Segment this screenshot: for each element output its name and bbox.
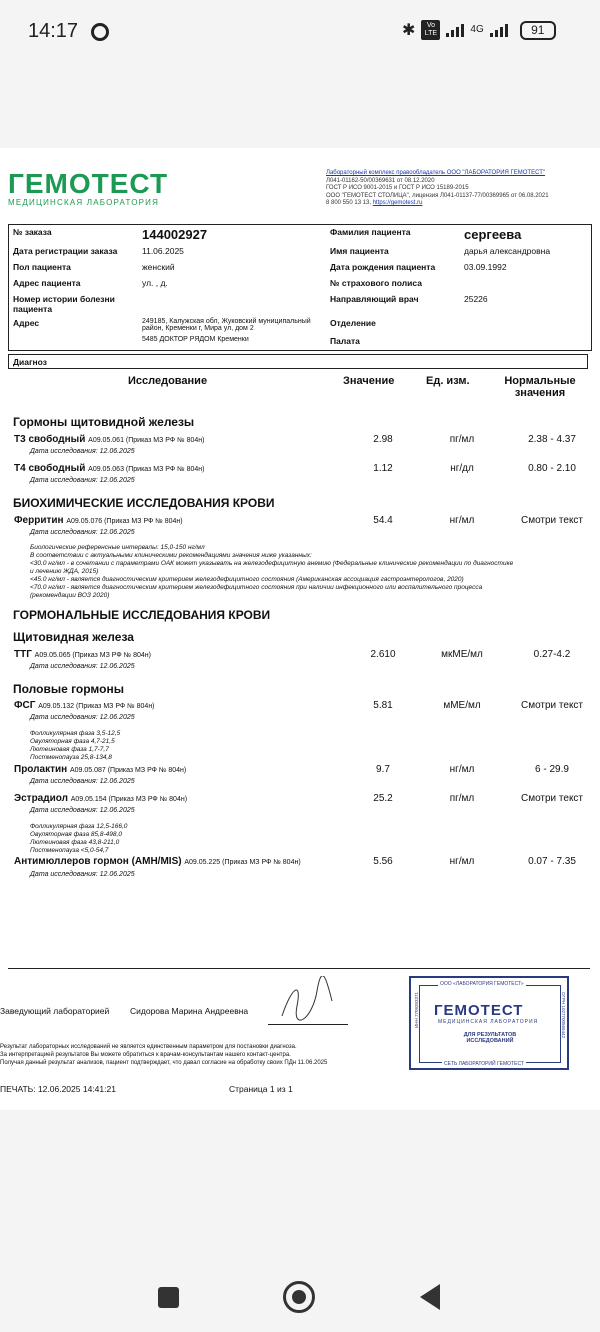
page-number: Страница 1 из 1 xyxy=(229,1084,293,1094)
result-row-ferritin: Ферритин A09.05.076 (Приказ МЗ РФ № 804н) 54.4 нг/мл Смотри текст xyxy=(14,515,584,526)
test-date: Дата исследования: 12.06.2025 xyxy=(30,778,135,785)
status-icons xyxy=(402,20,556,40)
recent-apps-button[interactable] xyxy=(158,1287,179,1308)
result-row-estradiol: Эстрадиол A09.05.154 (Приказ МЗ РФ № 804н) 25.2 пг/мл Смотри текст xyxy=(14,793,584,804)
result-row-t3: Т3 свободный A09.05.061 (Приказ МЗ РФ № 804н) 2.98 пг/мл 2.38 - 4.37 xyxy=(14,434,576,445)
section-sex-hormones: Половые гормоны xyxy=(13,682,124,696)
website-link[interactable]: https://gemotest.ru xyxy=(372,200,423,206)
result-row-amh: Антимюллеров гормон (АМН/MIS) A09.05.225 (Приказ МЗ РФ № 804н) 5.56 нг/мл 0.07 - 7.35 xyxy=(14,856,576,867)
section-thyroid: Гормоны щитовидной железы xyxy=(13,415,195,429)
col-test: Исследование xyxy=(128,375,208,387)
back-button[interactable] xyxy=(420,1284,440,1310)
battery-icon: 91 xyxy=(520,21,556,40)
footer-divider xyxy=(8,968,590,969)
result-row-prolactin: Пролактин A09.05.087 (Приказ МЗ РФ № 804н) 9.7 нг/мл 6 - 29.9 xyxy=(14,764,569,775)
test-date: Дата исследования: 12.06.2025 xyxy=(30,663,135,670)
estradiol-note: Фолликулярная фаза 12,5-166,0 Овуляторная фаза 85,8-498,0 Лютеиновая фаза 43,8-211,0 Постменопауза <5,0-54,7 xyxy=(30,823,128,854)
notification-dot-icon xyxy=(91,23,109,41)
lab-report xyxy=(0,148,600,1110)
section-thyroid-gland: Щитовидная железа xyxy=(13,630,134,644)
test-date: Дата исследования: 12.06.2025 xyxy=(30,529,135,536)
network-type: 4G xyxy=(470,24,484,35)
navigation-bar xyxy=(0,1262,600,1332)
signal-icon-2 xyxy=(490,23,508,37)
result-row-tsh: ТТГ A09.05.065 (Приказ МЗ РФ № 804н) 2.610 мкМЕ/мл 0.27-4.2 xyxy=(14,649,571,660)
patient-name: дарья александровна xyxy=(464,246,551,256)
test-date: Дата исследования: 12.06.2025 xyxy=(30,871,135,878)
ferritin-note: Биологические референсные интервалы: 15,0-150 нг/мл В соответствии с актуальными клиническими рекомендациями значения ниже указанных: <30.0 нг/мл - в сочетании с параметрами ОАК может указывать на железодефицитную анемию (Федеральные клинические рекомендации по диагностике и лечению ЖДА, 2015) <45.0 нг/мл - является диагностическим критерием железодефицитного состояния (Американская ассоциация гастроэнтерологов, 2020) <70.0 нг/мл - является диагностическим критерием железодефицитного состояния при наличии инфекционного или воспалительного процесса (рекомендации ВОЗ 2020) xyxy=(30,544,514,599)
signal-icon xyxy=(446,23,464,37)
clock: 14:17 xyxy=(28,20,79,42)
test-date: Дата исследования: 12.06.2025 xyxy=(30,477,135,484)
col-unit: Ед. изм. xyxy=(426,375,470,387)
print-time: ПЕЧАТЬ: 12.06.2025 14:41:21 xyxy=(0,1084,116,1094)
test-date: Дата исследования: 12.06.2025 xyxy=(30,807,135,814)
col-value: Значение xyxy=(343,375,395,387)
status-bar xyxy=(0,0,600,64)
section-biochem: БИОХИМИЧЕСКИЕ ИССЛЕДОВАНИЯ КРОВИ xyxy=(13,496,275,510)
gemotest-logo: ГЕМОТЕСТ МЕДИЦИНСКАЯ ЛАБОРАТОРИЯ xyxy=(8,168,169,207)
bluetooth-icon: ✱ xyxy=(402,22,416,39)
test-date: Дата исследования: 12.06.2025 xyxy=(30,448,135,455)
col-norm: Нормальные значения xyxy=(504,375,576,399)
disclaimer: Результат лабораторных исследований не является единственным параметром для постановки диагноза. За интерпретацией результатов Вы можете обратиться к врачам-консультантам нашего контакт-центра. Получая данный результат анализов, пациент подтверждает, что давал согласие на обработку своих ПДн 11.06.2025 xyxy=(0,1044,328,1066)
test-date: Дата исследования: 12.06.2025 xyxy=(30,714,135,721)
head-of-lab-name: Сидорова Марина Андреевна xyxy=(130,1006,249,1016)
order-number: 144002927 xyxy=(142,227,208,242)
license-info: Лабораторный комплекс правообладатель ООО "ЛАБОРАТОРИЯ ГЕМОТЕСТ" Л041-01162-50/00369631 от 08.12.2020 ГОСТ Р ИСО 9001-2015 и ГОСТ Р ИСО 15189-2015 ООО "ГЕМОТЕСТ СТОЛИЦА", лицензия Л041-01137-77/00369965 от 06.08.2021 8 800 550 13 13, https://gemotest.ru xyxy=(326,170,549,206)
patient-info-table: № заказа 144002927 Фамилия пациента сергеева Дата регистрации заказа 11.06.2025 Имя пациента дарья александровна Пол пациента женский Дата рождения пациента 03.09.1992 Адрес пациента ул. , д. № страхового полиса Номер истории болезни пациента Направляющий врач 25226 Адрес 249185, Калужская обл, Жуковский муниципальный район, Кременки г, Мира ул, дом 2 Отделение 5485 ДОКТОР РЯДОМ Кременки Палата xyxy=(8,224,592,351)
result-row-t4: Т4 свободный A09.05.063 (Приказ МЗ РФ № 804н) 1.12 нг/дл 0.80 - 2.10 xyxy=(14,463,576,474)
signature xyxy=(272,976,342,1026)
section-hormonal: ГОРМОНАЛЬНЫЕ ИССЛЕДОВАНИЯ КРОВИ xyxy=(13,608,271,622)
head-of-lab-label: Заведующий лабораторией xyxy=(0,1006,110,1016)
diagnosis-field: Диагноз xyxy=(8,354,588,369)
home-button[interactable] xyxy=(283,1281,315,1313)
signature-line xyxy=(268,1024,348,1025)
result-row-fsh: ФСГ A09.05.132 (Приказ МЗ РФ № 804н) 5.81 мМЕ/мл Смотри текст xyxy=(14,700,584,711)
volte-icon: Vo LTE xyxy=(421,20,440,40)
fsh-note: Фолликулярная фаза 3,5-12,5 Овуляторная фаза 4,7-21,5 Лютеиновая фаза 1,7-7,7 Постменопауза 25,8-134,8 xyxy=(30,730,121,761)
patient-surname: сергеева xyxy=(464,227,522,242)
lab-stamp: ООО «ЛАБОРАТОРИЯ ГЕМОТЕСТ» ГЕМОТЕСТ МЕДИЦИНСКАЯ ЛАБОРАТОРИЯ ДЛЯ РЕЗУЛЬТАТОВ ИССЛЕДОВАНИЙ СЕТЬ ЛАБОРАТОРИЙ ГЕМОТЕСТ ИНН 7709393371 ОГРН 1027700565442 xyxy=(409,976,569,1070)
